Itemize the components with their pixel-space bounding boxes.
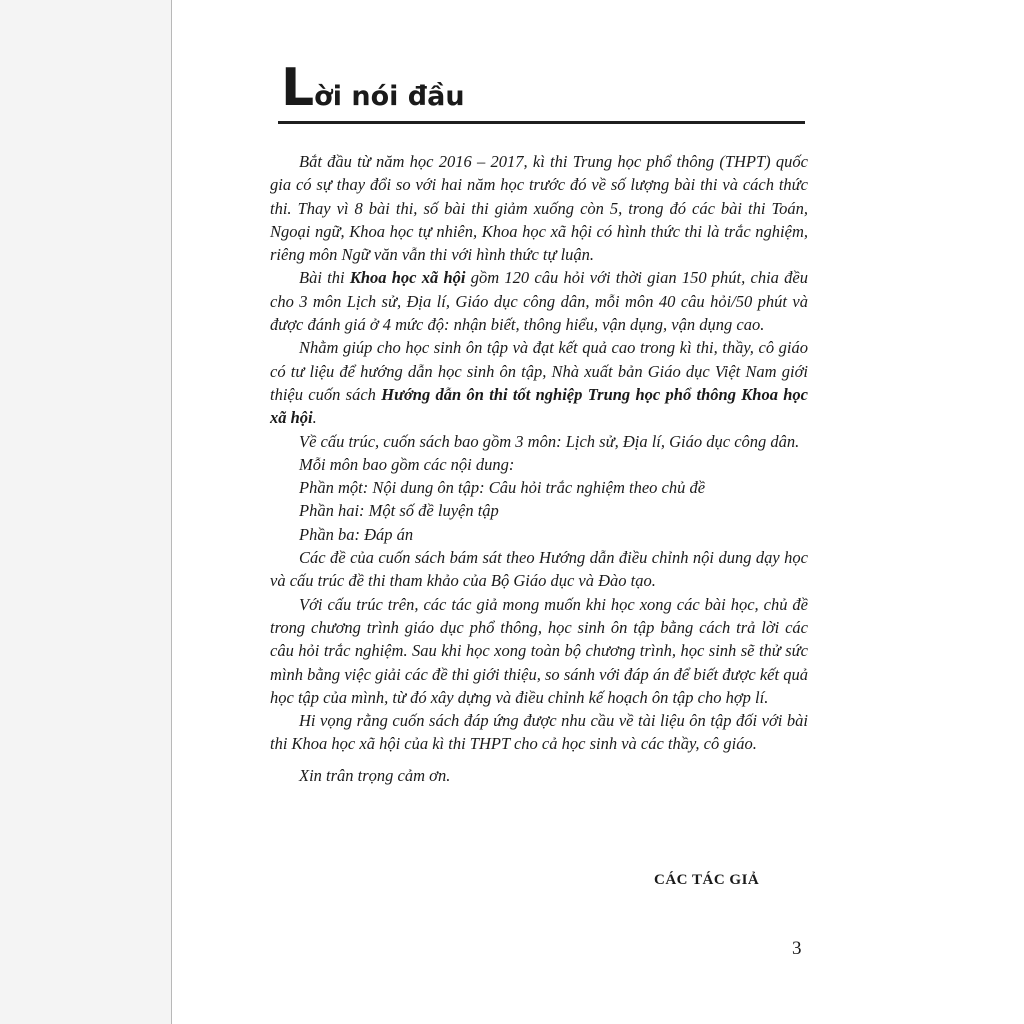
author-signature: CÁC TÁC GIẢ — [654, 872, 760, 888]
paragraph-2-pre: Bài thi — [299, 268, 350, 288]
page-number: 3 — [792, 938, 802, 959]
paragraph-2-post: gồm 120 câu hỏi với thời gian 150 phút, chia đều cho 3 môn Lịch sử, Địa lí, Giáo dục công dân, mỗi môn 40 câu hỏi/50 phút và được đánh giá ở 4 mức độ: nhận biết, thông hiểu, vận dụng, vận dụng cao. — [270, 268, 808, 335]
paragraph-12: Xin trân trọng cảm ơn. — [299, 765, 451, 785]
paragraph-4: Về cấu trúc, cuốn sách bao gồm 3 môn: Lịch sử, Địa lí, Giáo dục công dân. — [299, 431, 800, 451]
paragraph-1: Bắt đầu từ năm học 2016 – 2017, kì thi Trung học phổ thông (THPT) quốc gia có sự thay đổi so với hai năm học trước đó về số lượng bài thi và cách thức thi. Thay vì 8 bài thi, số bài thi giảm xuống còn 5, trong đó các bài thi Toán, Ngoại ngữ, Khoa học tự nhiên, Khoa học xã hội có hình thức thi là trắc nghiệm, riêng môn Ngữ văn vẫn thi với hình thức tự luận. — [270, 152, 808, 265]
paragraph-3 — [270, 336, 808, 429]
page-binding-line — [171, 0, 172, 1024]
paragraph-3-post: . — [312, 408, 317, 428]
page-binding-shadow — [0, 0, 171, 1024]
paragraph-8: Phần ba: Đáp án — [299, 524, 414, 544]
paragraph-11: Hi vọng rằng cuốn sách đáp ứng được nhu cầu về tài liệu ôn tập đối với bài thi Khoa học xã hội của kì thi THPT cho cả học sinh và các thầy, cô giáo. — [270, 711, 808, 754]
paragraph-7: Phần hai: Một số đề luyện tập — [299, 501, 499, 521]
paragraph-3-pre: Nhằm giúp cho học sinh ôn tập và đạt kết quả cao trong kì thi, thầy, cô giáo có tư liệu để hướng dẫn học sinh ôn tập, Nhà xuất bản Giáo dục Việt Nam giới thiệu cuốn sách — [270, 338, 808, 404]
paragraph-2-bold: Khoa học xã hội — [349, 268, 466, 288]
title-initial: L — [281, 58, 315, 118]
paragraph-9: Các đề của cuốn sách bám sát theo Hướng dẫn điều chỉnh nội dung dạy học và cấu trúc đề thi tham khảo của Bộ Giáo dục và Đào tạo. — [270, 548, 808, 591]
paragraph-6: Phần một: Nội dung ôn tập: Câu hỏi trắc nghiệm theo chủ đề — [299, 478, 706, 498]
paragraph-5: Mỗi môn bao gồm các nội dung: — [299, 454, 515, 474]
paragraph-10: Với cấu trúc trên, các tác giả mong muốn khi học xong các bài học, chủ đề trong chương trình giáo dục phổ thông, học sinh ôn tập bằng cách trả lời các câu hỏi trắc nghiệm. Sau khi học xong toàn bộ chương trình, học sinh sẽ thử sức mình bằng việc giải các đề thi giới thiệu, so sánh với đáp án để biết được kết quả học tập của mình, từ đó xây dựng và điều chỉnh kế hoạch ôn tập cho hợp lí. — [270, 594, 808, 707]
preface-body — [270, 150, 808, 787]
page-title — [281, 58, 465, 118]
paragraph-3-bold: Hướng dẫn ôn thi tốt nghiệp Trung học phổ thông Khoa học xã hội — [270, 384, 808, 428]
title-rest: ời nói đầu — [314, 81, 465, 112]
title-underline — [278, 121, 805, 124]
paragraph-2 — [270, 266, 808, 336]
